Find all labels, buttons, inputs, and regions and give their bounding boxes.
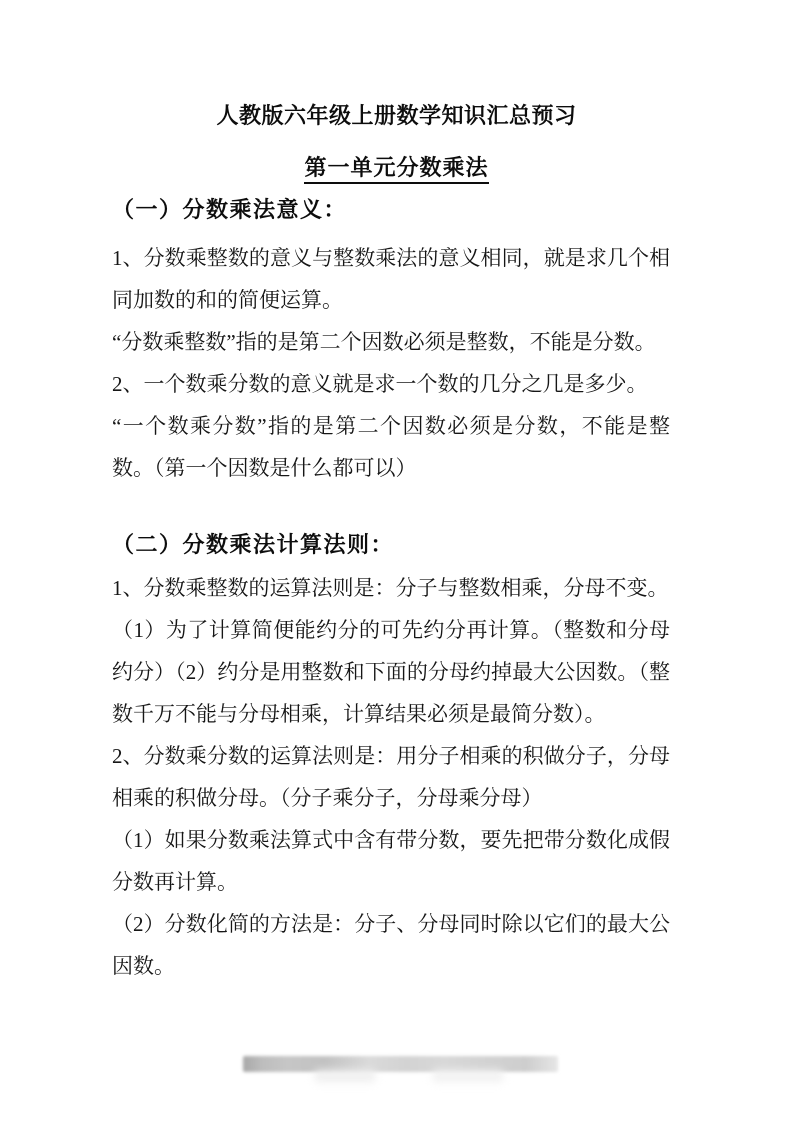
section-2-heading: （二）分数乘法计算法则： <box>112 532 395 557</box>
watermark-smudge <box>243 1056 558 1072</box>
paragraph: （1）如果分数乘法算式中含有带分数，要先把带分数化成假分数再计算。 <box>112 828 670 894</box>
paragraph: 1、分数乘整数的运算法则是：分子与整数相乘，分母不变。 <box>112 576 669 600</box>
paragraph: 1、分数乘整数的意义与整数乘法的意义相同，就是求几个相同加数的和的简便运算。 <box>112 246 670 312</box>
section-2-body <box>112 567 670 987</box>
paragraph: “分数乘整数”指的是第二个因数必须是整数，不能是分数。 <box>112 330 656 354</box>
unit-heading-row <box>0 155 793 184</box>
paragraph: （1）为了计算简便能约分的可先约分再计算。（整数和分母约分）（2）约分是用整数和下面的分母约掉最大公因数。（整数千万不能与分母相乘，计算结果必须是最简分数）。 <box>112 618 670 726</box>
paragraph: 2、一个数乘分数的意义就是求一个数的几分之几是多少。 <box>112 372 648 396</box>
doc-title: 人教版六年级上册数学知识汇总预习 <box>216 103 577 128</box>
section-1-body <box>112 237 670 489</box>
paragraph: “一个数乘分数”指的是第二个因数必须是分数，不能是整数。（第一个因数是什么都可以） <box>112 414 670 480</box>
section-1-heading: （一）分数乘法意义： <box>112 197 348 222</box>
paragraph: （2）分数化简的方法是：分子、分母同时除以它们的最大公因数。 <box>112 912 670 978</box>
unit-heading: 第一单元分数乘法 <box>304 155 488 184</box>
paragraph: 2、分数乘分数的运算法则是：用分子相乘的积做分子，分母相乘的积做分母。（分子乘分子，分母乘分母） <box>112 744 670 810</box>
